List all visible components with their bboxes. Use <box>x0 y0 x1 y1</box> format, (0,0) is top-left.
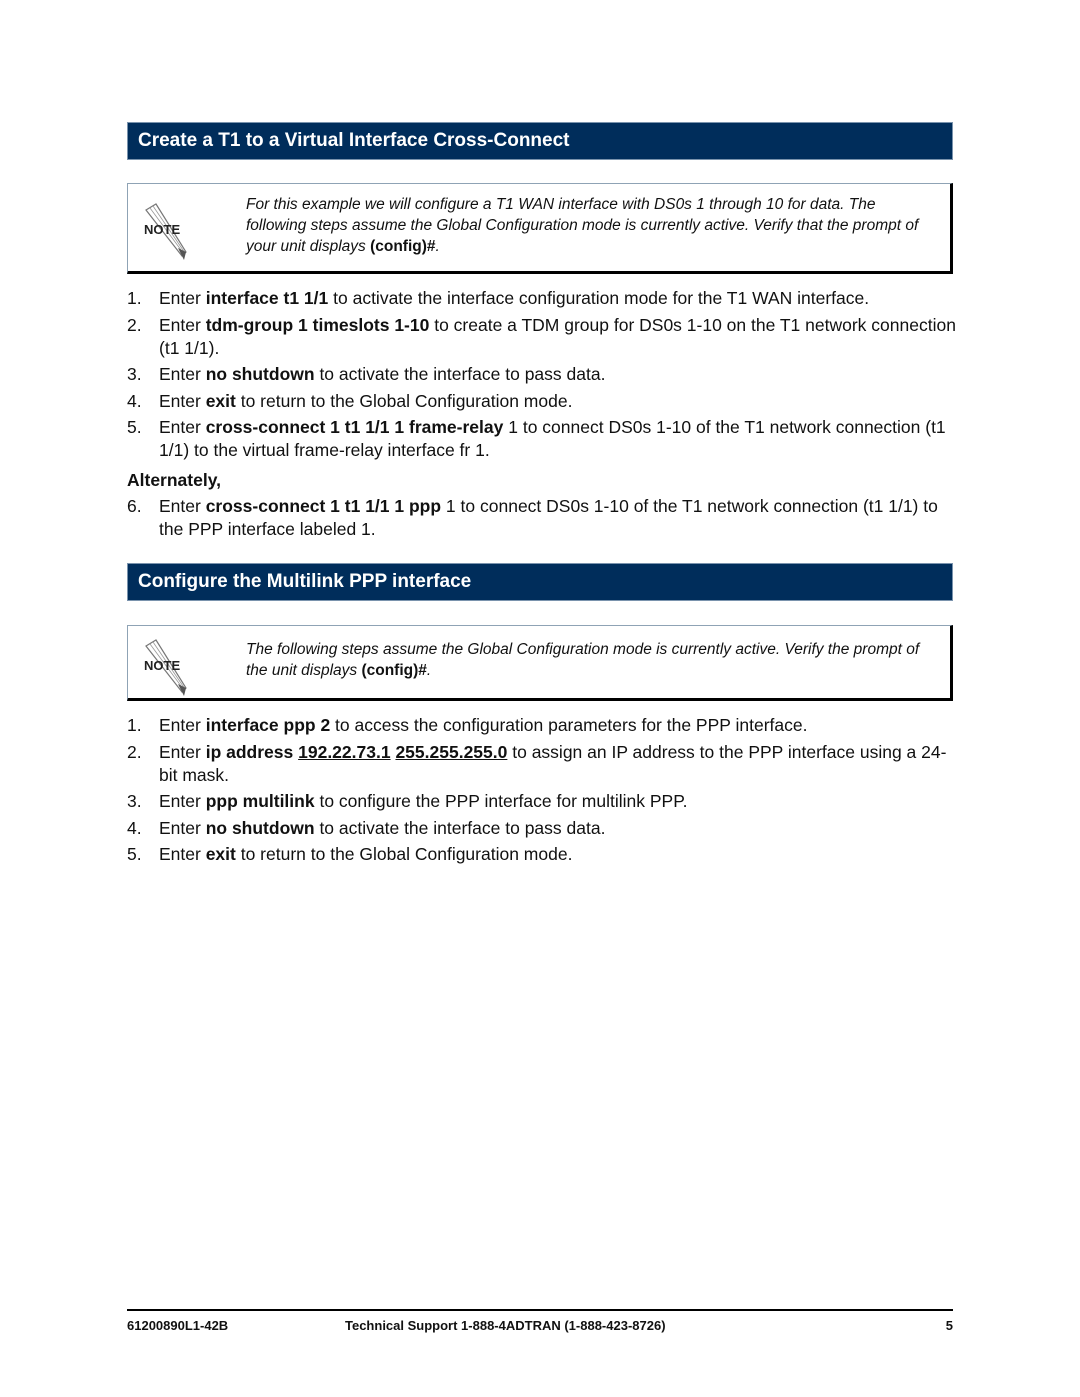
svg-text:NOTE: NOTE <box>144 658 181 673</box>
subnet-mask-value: 255.255.255.0 <box>395 741 508 762</box>
list-item: 4. Enter no shutdown to activate the interface to pass data. <box>127 817 606 838</box>
command: tdm-group 1 timeslots 1-10 <box>205 314 430 335</box>
note-box <box>127 183 953 274</box>
list-item: 2. Enter ip address 192.22.73.1 255.255.255.0 to assign an IP address to the PPP interface using a 24-bit mask. <box>127 741 947 785</box>
command: no shutdown <box>205 817 315 838</box>
list-item: 5. Enter cross-connect 1 t1 1/1 1 frame-relay 1 to connect DS0s 1-10 of the T1 network connection (t1 1/1) to the virtual frame-relay interface fr 1. <box>127 417 946 460</box>
page-number: 5 <box>945 1318 953 1333</box>
list-item: 3. Enter ppp multilink to configure the PPP interface for multilink PPP. <box>127 791 688 811</box>
command: interface t1 1/1 <box>205 288 329 308</box>
note-pencil-icon <box>140 638 190 698</box>
list-item: 1. Enter interface t1 1/1 to activate the interface configuration mode for the T1 WAN interface. <box>127 288 870 308</box>
svg-text:NOTE: NOTE <box>144 222 181 237</box>
list-item: 6. Enter cross-connect 1 t1 1/1 1 ppp 1 to connect DS0s 1-10 of the T1 network connection (t1 1/1) to the PPP interface labeled 1. <box>127 496 938 539</box>
command: ip address <box>205 741 294 762</box>
alternately-heading: Alternately, <box>127 470 222 490</box>
list-item: 5. Enter exit to return to the Global Configuration mode. <box>127 844 573 864</box>
note-box <box>127 625 953 701</box>
command: exit <box>205 844 236 864</box>
steps-list-ppp <box>127 714 957 870</box>
steps-list-t1 <box>127 287 957 545</box>
section-title: Configure the Multilink PPP interface <box>138 571 472 592</box>
document-number: 61200890L1-42B <box>127 1318 229 1333</box>
list-item: 4. Enter exit to return to the Global Configuration mode. <box>127 390 573 411</box>
command: exit <box>205 390 236 411</box>
list-item: 2. Enter tdm-group 1 timeslots 1-10 to create a TDM group for DS0s 1-10 on the T1 network connection (t1 1/1). <box>127 314 956 358</box>
footer-divider <box>127 1309 953 1311</box>
list-item: 3. Enter no shutdown to activate the interface to pass data. <box>127 364 606 384</box>
command: no shutdown <box>205 364 315 384</box>
section-heading-t1-cross-connect <box>127 122 953 160</box>
support-info: Technical Support 1-888-4ADTRAN (1-888-423-8726) <box>345 1318 666 1333</box>
command: cross-connect 1 t1 1/1 1 frame-relay <box>205 417 504 437</box>
list-item: 1. Enter interface ppp 2 to access the configuration parameters for the PPP interface. <box>127 715 808 735</box>
ip-address-value: 192.22.73.1 <box>298 741 391 762</box>
section-title: Create a T1 to a Virtual Interface Cross-Connect <box>138 130 570 151</box>
note-pencil-icon <box>140 202 190 262</box>
command: interface ppp 2 <box>205 715 331 735</box>
command: cross-connect 1 t1 1/1 1 ppp <box>205 496 442 516</box>
section-heading-multilink-ppp <box>127 563 953 601</box>
note-text: The following steps assume the Global Configuration mode is currently active. Verify the prompt of the unit displays (config)#. <box>246 641 920 679</box>
command: ppp multilink <box>205 791 315 811</box>
note-text: For this example we will configure a T1 WAN interface with DS0s 1 through 10 for data. The following steps assume the Global Configuration mode is currently active. Verify that the prompt of your unit displays (config)#. <box>246 196 919 255</box>
